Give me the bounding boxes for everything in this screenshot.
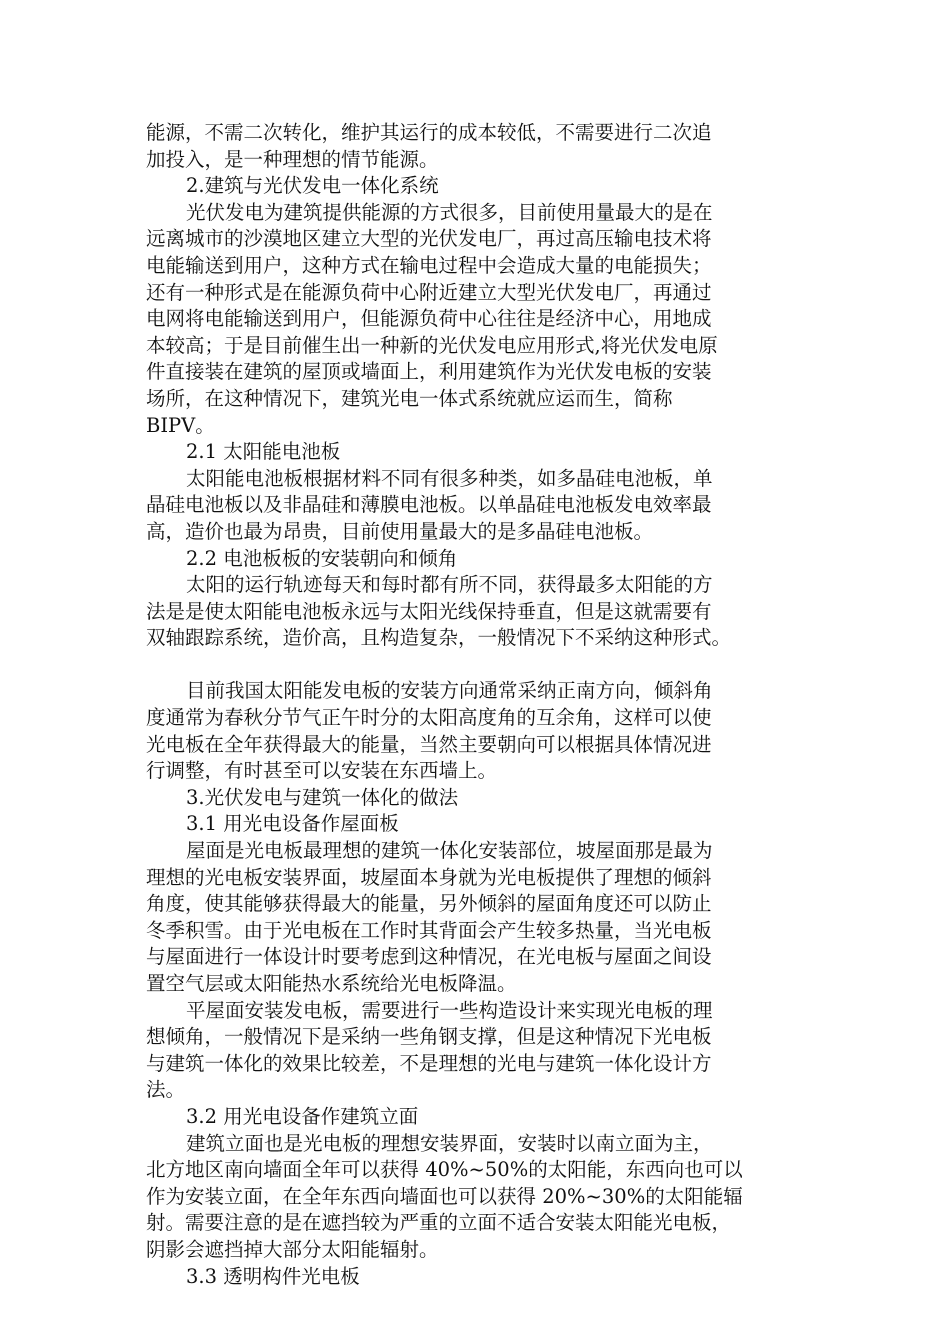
text-line: 度通常为春秋分节气正午时分的太阳高度角的互余角，这样可以使 (146, 706, 712, 730)
text-line: 2.建筑与光伏发电一体化系统 (186, 174, 439, 198)
text-line: 能源，不需二次转化，维护其运行的成本较低，不需要进行二次追 (146, 121, 712, 144)
text-line: 3.2 用光电设备作建筑立面 (186, 1104, 419, 1128)
text-line: 与屋面进行一体设计时要考虑到这种情况，在光电板与屋面之间设 (146, 945, 712, 969)
text-line: 角度，使其能够获得最大的能量，另外倾斜的屋面角度还可以防止 (146, 892, 712, 916)
text-line: 太阳的运行轨迹每天和每时都有所不同，获得最多太阳能的方 (186, 573, 713, 597)
text-line: 2.1 太阳能电池板 (186, 440, 341, 464)
text-line: 北方地区南向墙面全年可以获得 40%~50%的太阳能，东西向也可以 (146, 1158, 743, 1182)
text-line: 2.2 电池板板的安装朝向和倾角 (186, 546, 458, 570)
text-line: 件直接装在建筑的屋顶或墙面上，利用建筑作为光伏发电板的安装 (146, 360, 712, 384)
text-line: 阴影会遮挡掉大部分太阳能辐射。 (146, 1237, 439, 1261)
text-line: 想倾角，一般情况下是采纳一些角钢支撑，但是这种情况下光电板 (146, 1025, 712, 1049)
text-line: 光伏发电为建筑提供能源的方式很多，目前使用量最大的是在 (186, 200, 713, 224)
text-line: 光电板在全年获得最大的能量，当然主要朝向可以根据具体情况进 (146, 732, 712, 756)
text-line: 场所，在这种情况下，建筑光电一体式系统就应运而生，简称 (146, 386, 673, 410)
text-line: 3.1 用光电设备作屋面板 (186, 812, 399, 836)
text-line: 电网将电能输送到用户，但能源负荷中心往往是经济中心，用地成 (146, 307, 712, 331)
blank-line (146, 652, 812, 679)
text-line: 晶硅电池板以及非晶硅和薄膜电池板。以单晶硅电池板发电效率最 (146, 493, 712, 517)
text-line: 3.光伏发电与建筑一体化的做法 (186, 785, 459, 809)
text-line: 作为安装立面，在全年东西向墙面也可以获得 20%~30%的太阳能辐 (146, 1184, 743, 1208)
text-line: 屋面是光电板最理想的建筑一体化安装部位，坡屋面那是最为 (186, 839, 713, 863)
text-line: 冬季积雪。由于光电板在工作时其背面会产生较多热量，当光电板 (146, 918, 712, 942)
text-line: 与建筑一体化的效果比较差，不是理想的光电与建筑一体化设计方 (146, 1051, 712, 1075)
text-line: 置空气层或太阳能热水系统给光电板降温。 (146, 972, 517, 995)
text-line: 理想的光电板安装界面，坡屋面本身就为光电板提供了理想的倾斜 (146, 865, 712, 889)
text-line: 建筑立面也是光电板的理想安装界面，安装时以南立面为主， (186, 1131, 713, 1155)
text-line: 行调整，有时甚至可以安装在东西墙上。 (146, 759, 498, 783)
text-line: 电能输送到用户，这种方式在输电过程中会造成大量的电能损失； (146, 253, 712, 277)
text-line: 法是是使太阳能电池板永远与太阳光线保持垂直，但是这就需要有 (146, 599, 712, 623)
text-line: 还有一种形式是在能源负荷中心附近建立大型光伏发电厂，再通过 (146, 280, 712, 304)
text-line: 本较高；于是目前催生出一种新的光伏发电应用形式,将光伏发电原 (146, 333, 718, 357)
text-line: 双轴跟踪系统，造价高，且构造复杂，一般情况下不采纳这种形式。 (146, 626, 732, 650)
document-body (146, 120, 812, 1290)
text-line: 高，造价也最为昂贵，目前使用量最大的是多晶硅电池板。 (146, 519, 654, 543)
text-line: 法。 (146, 1078, 186, 1102)
text-line: 射。需要注意的是在遮挡较为严重的立面不适合安装太阳能光电板， (146, 1211, 732, 1235)
text-line: 目前我国太阳能发电板的安装方向通常采纳正南方向，倾斜角 (186, 679, 713, 703)
text-line: 加投入，是一种理想的情节能源。 (146, 147, 439, 171)
text-line: BIPV。 (146, 413, 215, 437)
text-line: 太阳能电池板根据材料不同有很多种类，如多晶硅电池板，单 (186, 466, 713, 490)
text-line: 平屋面安装发电板，需要进行一些构造设计来实现光电板的理 (186, 998, 713, 1022)
text-line: 远离城市的沙漠地区建立大型的光伏发电厂，再过高压输电技术将 (146, 227, 712, 251)
text-line: 3.3 透明构件光电板 (186, 1264, 360, 1288)
